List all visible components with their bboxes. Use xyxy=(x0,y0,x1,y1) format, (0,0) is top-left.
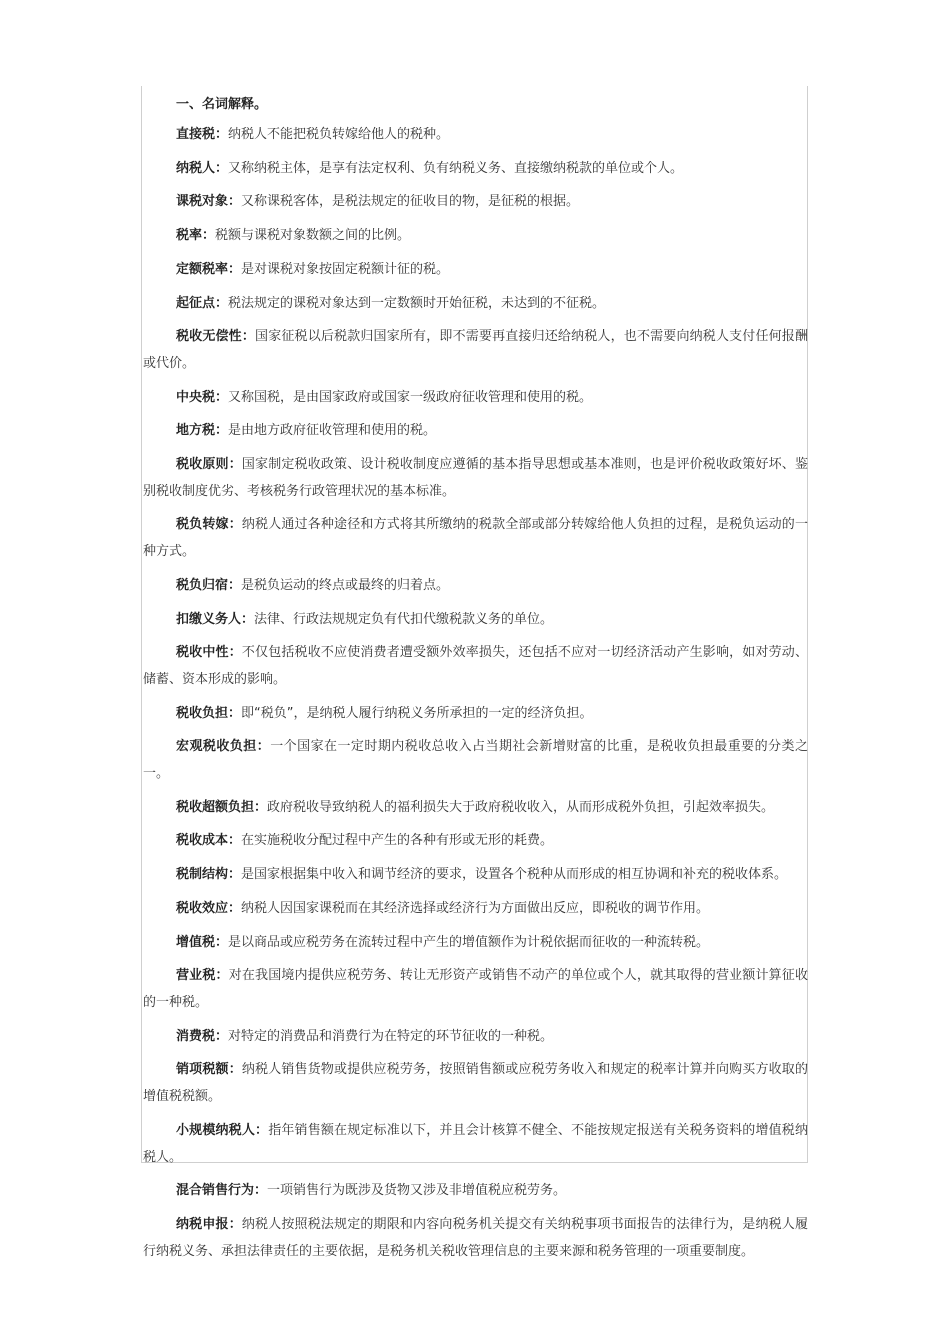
definition-term: 税率 xyxy=(176,228,203,244)
definition-term: 宏观税收负担 xyxy=(176,739,257,755)
term-separator: ： xyxy=(228,261,242,277)
term-separator: ： xyxy=(228,457,242,473)
term-separator: ： xyxy=(241,329,256,345)
term-separator: ： xyxy=(215,934,229,950)
definition-text: 纳税人因国家课税而在其经济选择或经济行为方面做出反应，即税收的调节作用。 xyxy=(241,900,710,916)
definition-entry xyxy=(143,385,808,412)
term-separator: ： xyxy=(215,423,229,439)
definition-term: 税收成本 xyxy=(176,833,229,849)
definition-entry xyxy=(143,1212,808,1265)
term-separator: ： xyxy=(228,1062,242,1078)
definition-entry xyxy=(143,1118,808,1171)
definition-term: 税收负担 xyxy=(176,705,229,721)
term-separator: ： xyxy=(228,705,242,721)
definition-text: 即“税负”，是纳税人履行纳税义务所承担的一定的经济负担。 xyxy=(241,705,593,721)
term-separator: ： xyxy=(215,968,229,984)
term-separator: ： xyxy=(228,645,242,661)
definition-term: 税收效应 xyxy=(176,900,229,916)
term-separator: ： xyxy=(228,900,242,916)
definition-term: 纳税人 xyxy=(176,160,216,176)
definition-entry xyxy=(143,156,808,183)
definition-text: 国家征税以后税款归国家所有，即不需要再直接归还给纳税人，也不需要向纳税人支付任何报酬或代价。 xyxy=(143,329,808,371)
definition-text: 是以商品或应税劳务在流转过程中产生的增值额作为计税依据而征收的一种流转税。 xyxy=(228,934,710,950)
definition-text: 税额与课税对象数额之间的比例。 xyxy=(215,228,411,244)
definition-term: 中央税 xyxy=(176,389,216,405)
definition-entry xyxy=(143,452,808,505)
definition-entry xyxy=(143,828,808,855)
term-separator: ： xyxy=(228,194,242,210)
definition-entry xyxy=(143,1057,808,1110)
term-separator: ： xyxy=(254,1183,268,1199)
term-separator: ： xyxy=(256,739,271,755)
definition-text: 是税负运动的终点或最终的归着点。 xyxy=(241,577,450,593)
term-separator: ： xyxy=(215,389,229,405)
definition-term: 税收超额负担 xyxy=(176,799,255,815)
definition-entry xyxy=(143,122,808,149)
definition-entry xyxy=(143,573,808,600)
definition-entry xyxy=(143,512,808,565)
term-separator: ： xyxy=(228,1216,242,1232)
definition-term: 直接税 xyxy=(176,127,216,142)
definition-text: 纳税人销售货物或提供应税劳务，按照销售额或应税劳务收入和规定的税率计算并向购买方收取的增值税税额。 xyxy=(143,1062,808,1105)
term-separator: ： xyxy=(228,833,242,849)
definition-text: 税法规定的课税对象达到一定数额时开始征税，未达到的不征税。 xyxy=(228,295,606,311)
term-separator: ： xyxy=(228,577,242,593)
term-separator: ： xyxy=(255,1122,269,1138)
definition-entry xyxy=(143,930,808,957)
definition-text: 政府税收导致纳税人的福利损失大于政府税收收入，从而形成税外负担，引起效率损失。 xyxy=(267,799,775,815)
definition-term: 混合销售行为 xyxy=(176,1183,255,1199)
definition-entry xyxy=(143,223,808,250)
definition-entry xyxy=(143,1178,808,1205)
definition-term: 纳税申报 xyxy=(176,1216,229,1232)
definition-term: 税收原则 xyxy=(176,457,229,473)
definition-text: 一个国家在一定时期内税收总收入占当期社会新增财富的比重，是税收负担最重要的分类之一。 xyxy=(143,739,808,782)
definition-entry xyxy=(143,1024,808,1051)
term-separator: ： xyxy=(215,295,229,311)
term-separator: ： xyxy=(228,517,242,533)
definition-text: 是国家根据集中收入和调节经济的要求，设置各个税种从而形成的相互协调和补充的税收体系。 xyxy=(241,867,788,883)
term-separator: ： xyxy=(241,611,255,627)
definition-list xyxy=(143,122,808,1272)
definition-term: 税负归宿 xyxy=(176,577,229,593)
definition-term: 税制结构 xyxy=(176,867,229,883)
section-title: 一、名词解释。 xyxy=(176,97,268,112)
definition-entry xyxy=(143,640,808,693)
definition-text: 又称课税客体，是税法规定的征收目的物，是征税的根据。 xyxy=(241,194,580,210)
definition-text: 国家制定税收政策、设计税收制度应遵循的基本指导思想或基本准则，也是评价税收政策好坏、鉴别税收制度优劣、考核税务行政管理状况的基本标准。 xyxy=(143,457,808,499)
definition-term: 地方税 xyxy=(176,423,216,439)
definition-term: 税收无偿性 xyxy=(176,329,242,345)
definition-entry xyxy=(143,418,808,445)
definition-text: 是由地方政府征收管理和使用的税。 xyxy=(228,423,437,439)
definition-entry xyxy=(143,963,808,1016)
definition-term: 课税对象 xyxy=(176,194,229,210)
definition-term: 税收中性 xyxy=(176,645,229,661)
definition-text: 是对课税对象按固定税额计征的税。 xyxy=(241,261,450,277)
definition-text: 对在我国境内提供应税劳务、转让无形资产或销售不动产的单位或个人，就其取得的营业额计算征收的一种税。 xyxy=(143,968,808,1010)
definition-text: 又称纳税主体，是享有法定权利、负有纳税义务、直接缴纳税款的单位或个人。 xyxy=(228,160,684,176)
definition-entry xyxy=(143,795,808,822)
definition-text: 指年销售额在规定标准以下，并且会计核算不健全、不能按规定报送有关税务资料的增值税纳税人。 xyxy=(143,1122,808,1165)
definition-text: 法律、行政法规规定负有代扣代缴税款义务的单位。 xyxy=(254,611,554,627)
definition-text: 纳税人按照税法规定的期限和内容向税务机关提交有关纳税事项书面报告的法律行为，是纳税人履行纳税义务、承担法律责任的主要依据，是税务机关税收管理信息的主要来源和税务管理的一项重要制度。 xyxy=(143,1216,808,1259)
definition-entry xyxy=(143,324,808,377)
definition-term: 定额税率 xyxy=(176,261,229,277)
term-separator: ： xyxy=(228,867,242,883)
definition-text: 又称国税，是由国家政府或国家一级政府征收管理和使用的税。 xyxy=(228,389,593,405)
definition-entry xyxy=(143,701,808,728)
definition-text: 纳税人不能把税负转嫁给他人的税种。 xyxy=(228,127,450,142)
definition-entry xyxy=(143,189,808,216)
term-separator: ： xyxy=(202,228,216,244)
definition-entry xyxy=(143,896,808,923)
term-separator: ： xyxy=(215,160,229,176)
term-separator: ： xyxy=(254,799,268,815)
definition-text: 不仅包括税收不应使消费者遭受额外效率损失，还包括不应对一切经济活动产生影响，如对劳动、储蓄、资本形成的影响。 xyxy=(143,645,808,687)
definition-term: 税负转嫁 xyxy=(176,517,229,533)
definition-entry xyxy=(143,257,808,284)
definition-text: 在实施税收分配过程中产生的各种有形或无形的耗费。 xyxy=(241,833,554,849)
definition-term: 起征点 xyxy=(176,295,216,311)
definition-text: 纳税人通过各种途径和方式将其所缴纳的税款全部或部分转嫁给他人负担的过程，是税负运动的一种方式。 xyxy=(143,517,808,560)
definition-term: 增值税 xyxy=(176,934,216,950)
definition-entry xyxy=(143,607,808,634)
definition-entry xyxy=(143,291,808,318)
term-separator: ： xyxy=(215,1028,229,1044)
definition-term: 小规模纳税人 xyxy=(176,1122,256,1138)
definition-term: 营业税 xyxy=(176,968,216,984)
definition-text: 对特定的消费品和消费行为在特定的环节征收的一种税。 xyxy=(228,1028,554,1044)
definition-entry xyxy=(143,862,808,889)
definition-entry xyxy=(143,734,808,787)
definition-text: 一项销售行为既涉及货物又涉及非增值税应税劳务。 xyxy=(267,1183,567,1199)
term-separator: ： xyxy=(215,127,229,142)
definition-term: 扣缴义务人 xyxy=(176,611,242,627)
definition-term: 消费税 xyxy=(176,1028,216,1044)
definition-term: 销项税额 xyxy=(176,1062,229,1078)
